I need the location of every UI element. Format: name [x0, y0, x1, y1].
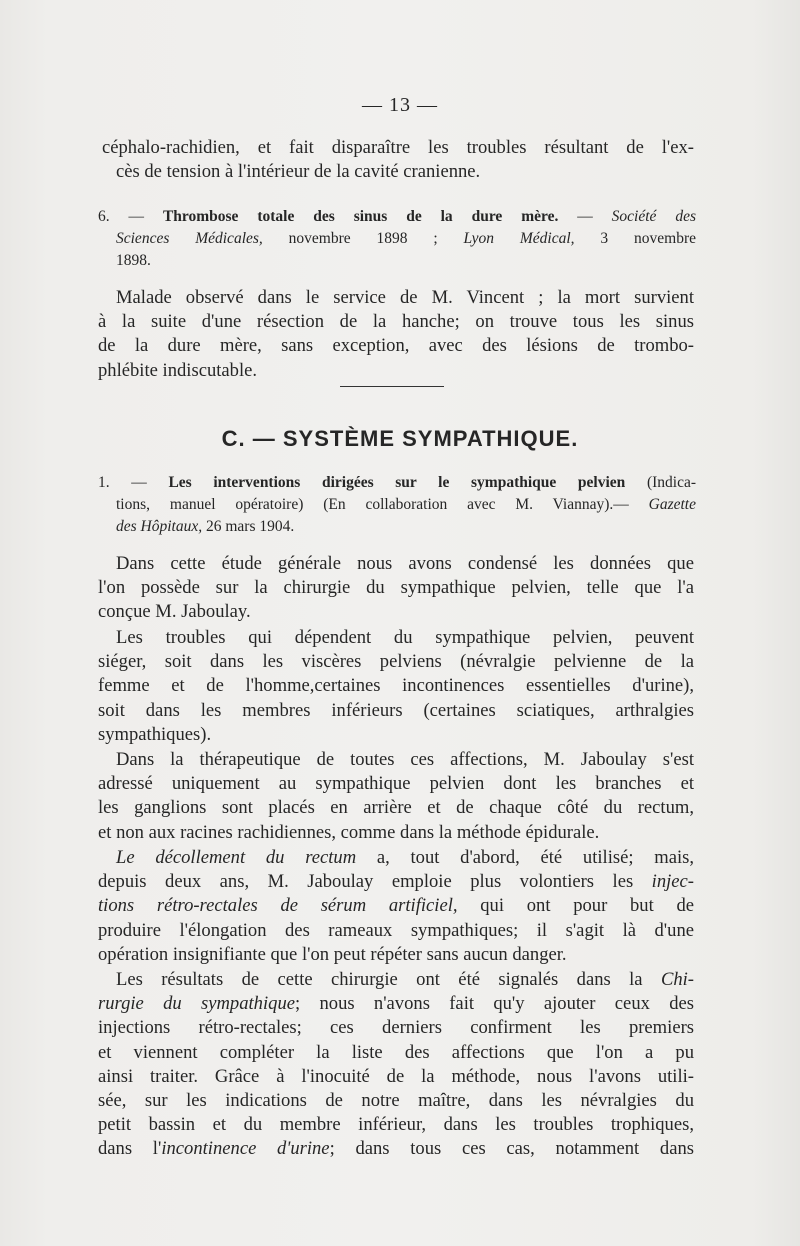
reference-date: novembre 1898 ;: [288, 230, 438, 247]
text-line: ainsi traiter. Grâce à l'inocuité de la méthode, nous l'avons utili-: [98, 1065, 694, 1087]
continuation-paragraph: [102, 136, 694, 184]
text-line: l'on possède sur la chirurgie du sympathique pelvien, telle que l'a: [98, 577, 694, 599]
text-line: petit bassin et du membre inférieur, dans les troubles trophiques,: [98, 1114, 694, 1136]
section-divider: [340, 386, 444, 387]
page-number: — 13 —: [362, 94, 438, 116]
text-line: Le décollement du rectum a, tout d'abord, été utilisé; mais,: [116, 847, 694, 868]
text-line: Dans la thérapeutique de toutes ces affections, M. Jaboulay s'est: [116, 749, 694, 770]
reference-source: Lyon Médical,: [463, 230, 575, 247]
reference-1: 1. — Les interventions dirigées sur le sympathique pelvien (Indica- tions, manuel opératoire) (En collaboration avec M. Viannay).— Gazette des Hôpitaux, 26 mars 1904.: [98, 474, 697, 535]
text-line: et viennent compléter la liste des affections que l'on a pu: [98, 1041, 694, 1063]
text-line: Malade observé dans le service de M. Vincent ; la mort survient: [116, 287, 694, 308]
reference-source: Sciences Médicales,: [116, 230, 263, 247]
text-line: Les résultats de cette chirurgie ont été signalés dans la Chi-: [116, 969, 694, 990]
reference-source: des Hôpitaux,: [116, 518, 203, 535]
case-paragraph: [98, 286, 694, 383]
reference-date: 26 mars 1904.: [205, 518, 295, 535]
reference-date: 3 novembre: [600, 230, 697, 247]
text-line: conçue M. Jaboulay.: [98, 601, 251, 623]
section-heading: C. — SYSTÈME SYMPATHIQUE.: [221, 426, 579, 451]
text-line: les ganglions sont placés en arrière et de chaque côté du rectum,: [98, 797, 694, 819]
text-line: Dans cette étude générale nous avons condensé les données que: [116, 553, 694, 574]
reference-title: Thrombose totale des sinus de la dure mère.: [162, 208, 559, 225]
paragraph-4: [98, 846, 695, 967]
paragraph-5: [98, 968, 695, 1162]
text-line: rurgie du sympathique; nous n'avons fait qu'y ajouter ceux des: [98, 993, 695, 1015]
reference-number: 1. —: [98, 474, 147, 491]
text-line: de la dure mère, sans exception, avec des lésions de trombo-: [98, 335, 694, 357]
text-line: injections rétro-rectales; ces derniers confirment les premiers: [98, 1017, 694, 1039]
text-line: produire l'élongation des rameaux sympathiques; il s'agit là d'une: [98, 919, 694, 941]
reference-number: 6. —: [98, 208, 145, 225]
reference-source: Société des: [611, 208, 696, 225]
text-line: céphalo-rachidien, et fait disparaître les troubles résultant de l'ex-: [102, 137, 694, 158]
text-line: femme et de l'homme,certaines incontinences essentielles d'urine),: [98, 675, 694, 697]
text-line: siéger, soit dans les viscères pelviens (névralgie pelvienne de la: [98, 651, 694, 673]
reference-year: 1898.: [116, 252, 151, 269]
text-line: sympathiques).: [98, 723, 212, 745]
text-line: dans l'incontinence d'urine; dans tous ces cas, notamment dans: [98, 1138, 694, 1160]
text-line: et non aux racines rachidiennes, comme dans la méthode épidurale.: [98, 821, 600, 843]
text-line: soit dans les membres inférieurs (certaines sciatiques, arthralgies: [98, 699, 694, 721]
text-line: tions rétro-rectales de sérum artificiel, qui ont pour but de: [98, 895, 695, 917]
paragraph-3: [98, 748, 694, 845]
reference-title: Les interventions dirigées sur le sympathique pelvien: [168, 474, 626, 491]
reference-source: Gazette: [648, 496, 696, 513]
text-line: sée, sur les indications de notre maître, dans les névralgies du: [98, 1090, 694, 1112]
paragraph-2: [98, 626, 694, 747]
text-line: cès de tension à l'intérieur de la cavité cranienne.: [116, 161, 481, 183]
text-line: Les troubles qui dépendent du sympathique pelvien, peuvent: [116, 627, 694, 648]
text-line: phlébite indiscutable.: [98, 359, 258, 381]
reference-6: 6. — Thrombose totale des sinus de la dure mère. — Société des Sciences Médicales, novembre 1898 ; Lyon Médical, 3 novembre 1898.: [98, 206, 696, 272]
text-line: depuis deux ans, M. Jaboulay emploie plus volontiers les injec-: [98, 871, 694, 893]
text-line: à la suite d'une résection de la hanche; on trouve tous les sinus: [98, 311, 694, 333]
text-line: adressé uniquement au sympathique pelvien dont les branches et: [98, 773, 694, 795]
paragraph-1: [98, 552, 694, 625]
text-line: opération insignifiante que l'on peut répéter sans aucun danger.: [98, 943, 567, 965]
